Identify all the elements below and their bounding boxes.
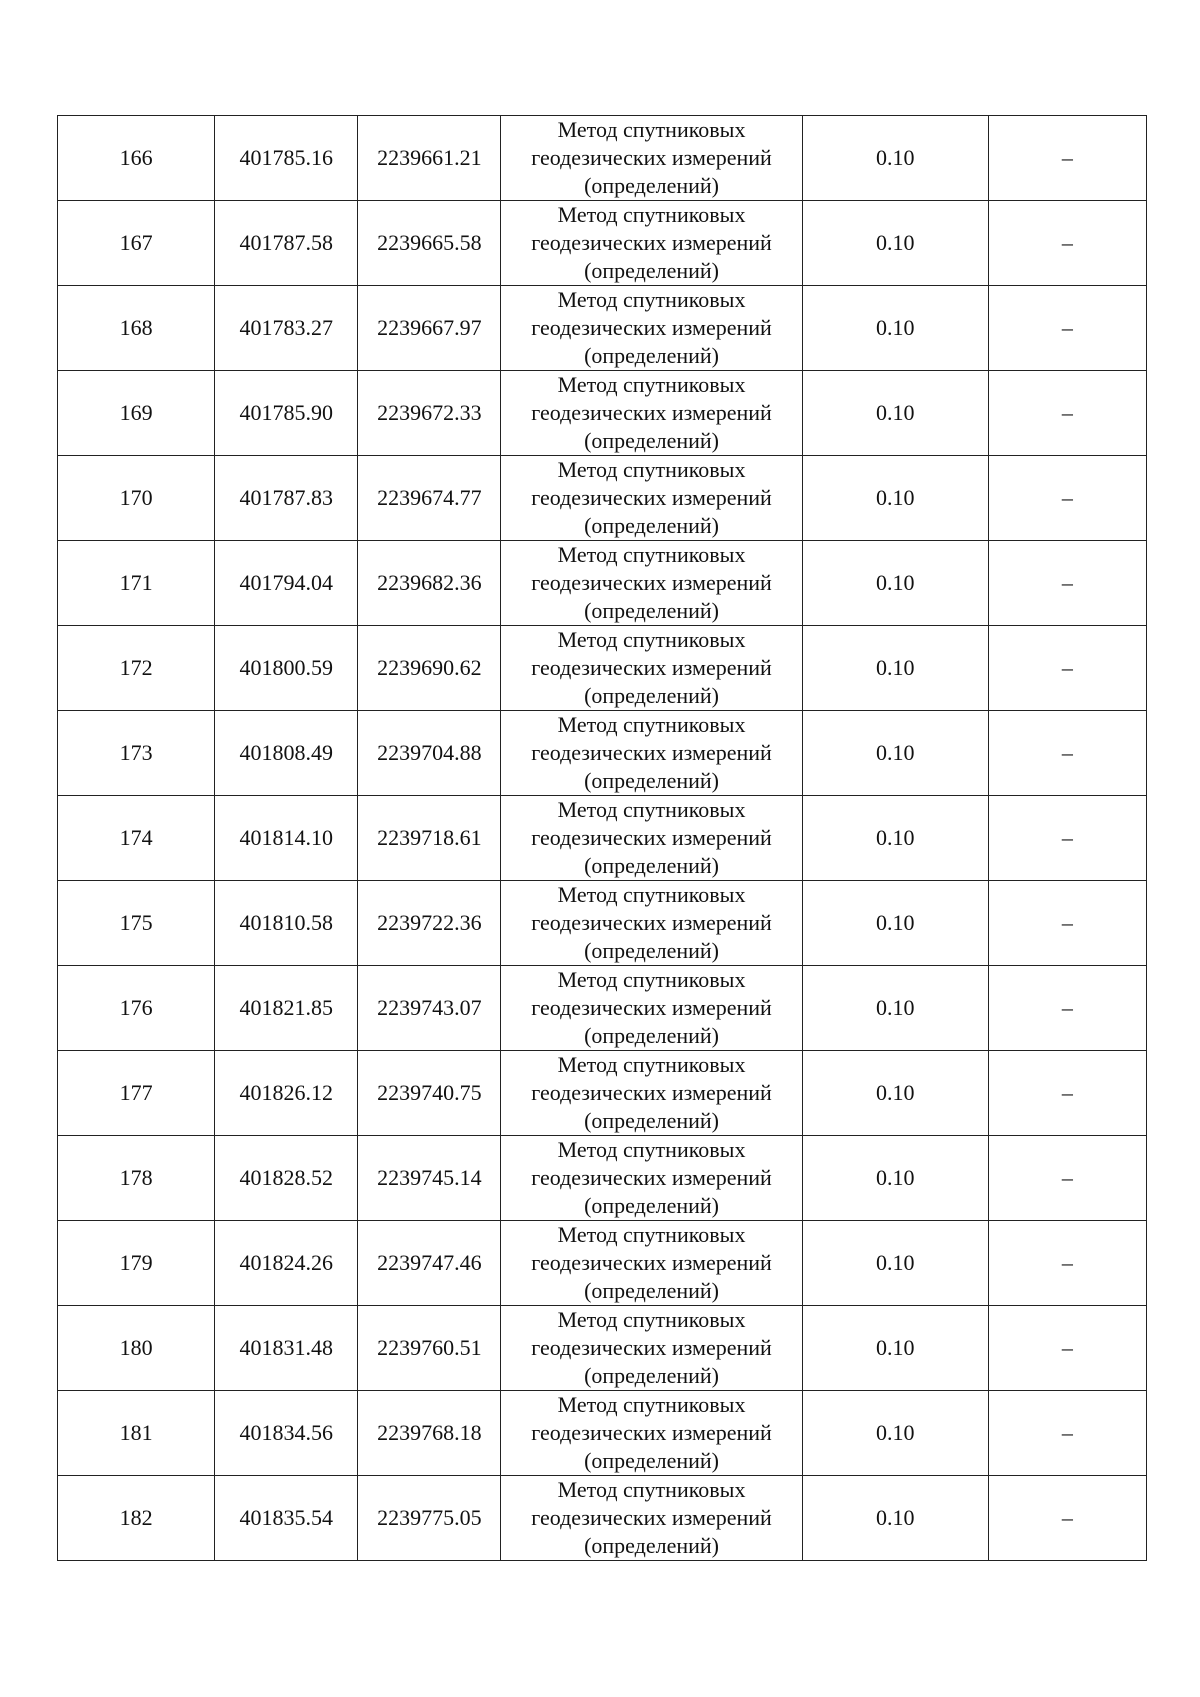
method-line-1: Метод спутниковых — [557, 1392, 746, 1417]
point-number-cell: 171 — [58, 541, 215, 626]
method-line-3: (определений) — [584, 1108, 719, 1133]
x-coordinate-cell: 401831.48 — [215, 1306, 358, 1391]
y-coordinate-cell: 2239745.14 — [358, 1136, 501, 1221]
point-number-cell: 174 — [58, 796, 215, 881]
y-coordinate-cell: 2239747.46 — [358, 1221, 501, 1306]
method-line-3: (определений) — [584, 1193, 719, 1218]
method-line-3: (определений) — [584, 853, 719, 878]
y-coordinate-cell: 2239722.36 — [358, 881, 501, 966]
note-cell: – — [988, 881, 1146, 966]
y-coordinate-cell: 2239740.75 — [358, 1051, 501, 1136]
method-line-3: (определений) — [584, 683, 719, 708]
method-line-3: (определений) — [584, 258, 719, 283]
note-cell: – — [988, 1391, 1146, 1476]
method-line-1: Метод спутниковых — [557, 627, 746, 652]
table-row — [58, 1391, 1147, 1476]
table-row — [58, 456, 1147, 541]
x-coordinate-cell: 401828.52 — [215, 1136, 358, 1221]
method-line-3: (определений) — [584, 1023, 719, 1048]
point-number-cell: 173 — [58, 711, 215, 796]
accuracy-cell: 0.10 — [802, 456, 988, 541]
accuracy-cell: 0.10 — [802, 1051, 988, 1136]
method-line-3: (определений) — [584, 598, 719, 623]
method-cell — [501, 796, 802, 881]
method-cell — [501, 1051, 802, 1136]
y-coordinate-cell: 2239760.51 — [358, 1306, 501, 1391]
method-line-1: Метод спутниковых — [557, 1222, 746, 1247]
method-line-3: (определений) — [584, 1278, 719, 1303]
y-coordinate-cell: 2239718.61 — [358, 796, 501, 881]
x-coordinate-cell: 401824.26 — [215, 1221, 358, 1306]
x-coordinate-cell: 401785.16 — [215, 116, 358, 201]
point-number-cell: 182 — [58, 1476, 215, 1561]
method-line-1: Метод спутниковых — [557, 372, 746, 397]
point-number-cell: 172 — [58, 626, 215, 711]
point-number-cell: 166 — [58, 116, 215, 201]
coordinates-table — [57, 115, 1147, 1561]
table-row — [58, 711, 1147, 796]
note-cell: – — [988, 116, 1146, 201]
note-cell: – — [988, 1221, 1146, 1306]
method-cell — [501, 966, 802, 1051]
method-line-2: геодезических измерений — [531, 485, 772, 510]
method-line-1: Метод спутниковых — [557, 712, 746, 737]
note-cell: – — [988, 1136, 1146, 1221]
table-row — [58, 966, 1147, 1051]
method-cell — [501, 626, 802, 711]
note-cell: – — [988, 371, 1146, 456]
method-line-2: геодезических измерений — [531, 1335, 772, 1360]
table-row — [58, 371, 1147, 456]
note-cell: – — [988, 201, 1146, 286]
method-cell — [501, 286, 802, 371]
x-coordinate-cell: 401834.56 — [215, 1391, 358, 1476]
method-cell — [501, 201, 802, 286]
method-line-3: (определений) — [584, 768, 719, 793]
table-row — [58, 1476, 1147, 1561]
x-coordinate-cell: 401808.49 — [215, 711, 358, 796]
accuracy-cell: 0.10 — [802, 711, 988, 796]
method-cell — [501, 116, 802, 201]
method-line-1: Метод спутниковых — [557, 797, 746, 822]
point-number-cell: 168 — [58, 286, 215, 371]
x-coordinate-cell: 401821.85 — [215, 966, 358, 1051]
point-number-cell: 181 — [58, 1391, 215, 1476]
method-cell — [501, 711, 802, 796]
method-line-1: Метод спутниковых — [557, 287, 746, 312]
note-cell: – — [988, 1476, 1146, 1561]
accuracy-cell: 0.10 — [802, 1306, 988, 1391]
method-line-2: геодезических измерений — [531, 315, 772, 340]
point-number-cell: 177 — [58, 1051, 215, 1136]
method-line-2: геодезических измерений — [531, 1165, 772, 1190]
point-number-cell: 178 — [58, 1136, 215, 1221]
note-cell: – — [988, 626, 1146, 711]
method-line-1: Метод спутниковых — [557, 882, 746, 907]
method-cell — [501, 1476, 802, 1561]
method-cell — [501, 1391, 802, 1476]
accuracy-cell: 0.10 — [802, 1476, 988, 1561]
note-cell: – — [988, 1306, 1146, 1391]
y-coordinate-cell: 2239690.62 — [358, 626, 501, 711]
table-row — [58, 626, 1147, 711]
note-cell: – — [988, 1051, 1146, 1136]
method-line-1: Метод спутниковых — [557, 542, 746, 567]
coordinates-table-body — [58, 116, 1147, 1561]
method-line-1: Метод спутниковых — [557, 457, 746, 482]
note-cell: – — [988, 796, 1146, 881]
x-coordinate-cell: 401783.27 — [215, 286, 358, 371]
x-coordinate-cell: 401826.12 — [215, 1051, 358, 1136]
method-line-1: Метод спутниковых — [557, 1052, 746, 1077]
method-line-2: геодезических измерений — [531, 400, 772, 425]
table-row — [58, 1306, 1147, 1391]
method-cell — [501, 1306, 802, 1391]
accuracy-cell: 0.10 — [802, 116, 988, 201]
note-cell: – — [988, 966, 1146, 1051]
table-row — [58, 1051, 1147, 1136]
method-cell — [501, 541, 802, 626]
table-row — [58, 796, 1147, 881]
y-coordinate-cell: 2239682.36 — [358, 541, 501, 626]
x-coordinate-cell: 401787.58 — [215, 201, 358, 286]
table-row — [58, 201, 1147, 286]
method-line-3: (определений) — [584, 1448, 719, 1473]
y-coordinate-cell: 2239665.58 — [358, 201, 501, 286]
note-cell: – — [988, 711, 1146, 796]
x-coordinate-cell: 401814.10 — [215, 796, 358, 881]
method-line-1: Метод спутниковых — [557, 967, 746, 992]
method-line-3: (определений) — [584, 428, 719, 453]
accuracy-cell: 0.10 — [802, 286, 988, 371]
accuracy-cell: 0.10 — [802, 881, 988, 966]
table-row — [58, 1136, 1147, 1221]
method-line-2: геодезических измерений — [531, 910, 772, 935]
y-coordinate-cell: 2239661.21 — [358, 116, 501, 201]
accuracy-cell: 0.10 — [802, 201, 988, 286]
method-cell — [501, 456, 802, 541]
method-line-2: геодезических измерений — [531, 995, 772, 1020]
point-number-cell: 180 — [58, 1306, 215, 1391]
method-line-1: Метод спутниковых — [557, 202, 746, 227]
note-cell: – — [988, 456, 1146, 541]
note-cell: – — [988, 286, 1146, 371]
method-line-2: геодезических измерений — [531, 570, 772, 595]
point-number-cell: 170 — [58, 456, 215, 541]
point-number-cell: 176 — [58, 966, 215, 1051]
point-number-cell: 179 — [58, 1221, 215, 1306]
accuracy-cell: 0.10 — [802, 626, 988, 711]
accuracy-cell: 0.10 — [802, 966, 988, 1051]
method-line-1: Метод спутниковых — [557, 1137, 746, 1162]
y-coordinate-cell: 2239743.07 — [358, 966, 501, 1051]
x-coordinate-cell: 401810.58 — [215, 881, 358, 966]
method-line-1: Метод спутниковых — [557, 1307, 746, 1332]
method-line-2: геодезических измерений — [531, 740, 772, 765]
method-line-3: (определений) — [584, 938, 719, 963]
table-row — [58, 286, 1147, 371]
note-cell: – — [988, 541, 1146, 626]
method-cell — [501, 371, 802, 456]
x-coordinate-cell: 401787.83 — [215, 456, 358, 541]
method-line-3: (определений) — [584, 513, 719, 538]
table-row — [58, 116, 1147, 201]
method-line-2: геодезических измерений — [531, 1505, 772, 1530]
accuracy-cell: 0.10 — [802, 541, 988, 626]
y-coordinate-cell: 2239667.97 — [358, 286, 501, 371]
y-coordinate-cell: 2239775.05 — [358, 1476, 501, 1561]
table-row — [58, 881, 1147, 966]
x-coordinate-cell: 401800.59 — [215, 626, 358, 711]
accuracy-cell: 0.10 — [802, 371, 988, 456]
method-line-2: геодезических измерений — [531, 655, 772, 680]
method-line-1: Метод спутниковых — [557, 117, 746, 142]
y-coordinate-cell: 2239674.77 — [358, 456, 501, 541]
point-number-cell: 167 — [58, 201, 215, 286]
method-line-2: геодезических измерений — [531, 1250, 772, 1275]
accuracy-cell: 0.10 — [802, 1391, 988, 1476]
x-coordinate-cell: 401794.04 — [215, 541, 358, 626]
method-line-2: геодезических измерений — [531, 1080, 772, 1105]
method-line-2: геодезических измерений — [531, 230, 772, 255]
point-number-cell: 175 — [58, 881, 215, 966]
method-cell — [501, 1221, 802, 1306]
y-coordinate-cell: 2239672.33 — [358, 371, 501, 456]
table-row — [58, 1221, 1147, 1306]
method-cell — [501, 1136, 802, 1221]
method-cell — [501, 881, 802, 966]
method-line-1: Метод спутниковых — [557, 1477, 746, 1502]
table-row — [58, 541, 1147, 626]
method-line-2: геодезических измерений — [531, 145, 772, 170]
x-coordinate-cell: 401835.54 — [215, 1476, 358, 1561]
y-coordinate-cell: 2239768.18 — [358, 1391, 501, 1476]
method-line-3: (определений) — [584, 343, 719, 368]
x-coordinate-cell: 401785.90 — [215, 371, 358, 456]
accuracy-cell: 0.10 — [802, 796, 988, 881]
point-number-cell: 169 — [58, 371, 215, 456]
method-line-3: (определений) — [584, 1533, 719, 1558]
method-line-2: геодезических измерений — [531, 825, 772, 850]
method-line-2: геодезических измерений — [531, 1420, 772, 1445]
y-coordinate-cell: 2239704.88 — [358, 711, 501, 796]
method-line-3: (определений) — [584, 173, 719, 198]
accuracy-cell: 0.10 — [802, 1221, 988, 1306]
accuracy-cell: 0.10 — [802, 1136, 988, 1221]
method-line-3: (определений) — [584, 1363, 719, 1388]
